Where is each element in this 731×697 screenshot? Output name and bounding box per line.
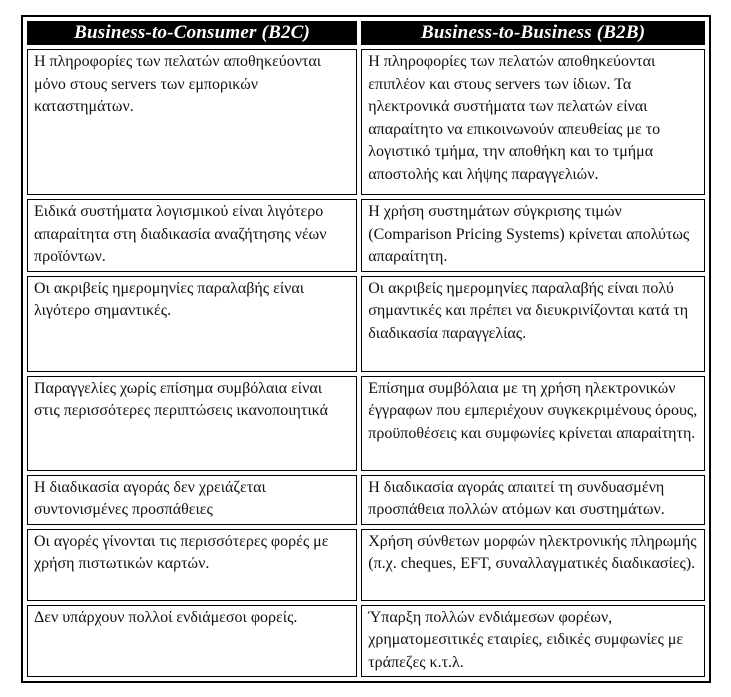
table-row: [27, 529, 705, 601]
table-row: [27, 49, 705, 195]
table-row: [27, 276, 705, 372]
cell-b2c: Οι αγορές γίνονται τις περισσότερες φορές με χρήση πιστωτικών καρτών.: [27, 529, 357, 601]
table-row: [27, 199, 705, 272]
cell-b2b: Επίσημα συμβόλαια με τη χρήση ηλεκτρονικών έγγραφων που εμπεριέχουν συγκεκριμένους όρους, προϋποθέσεις και συμφωνίες κρίνεται απαραίτητη.: [361, 376, 705, 471]
table-header-row: [27, 21, 705, 45]
cell-b2b: Η διαδικασία αγοράς απαιτεί τη συνδυασμένη προσπάθεια πολλών ατόμων και συστημάτων.: [361, 475, 705, 525]
header-b2b: Business-to-Business (B2B): [361, 21, 705, 45]
table-row: [27, 376, 705, 471]
cell-b2c: Οι ακριβείς ημερομηνίες παραλαβής είναι λιγότερο σημαντικές.: [27, 276, 357, 372]
cell-b2c: Η πληροφορίες των πελατών αποθηκεύονται μόνο στους servers των εμπορικών καταστημάτων.: [27, 49, 357, 195]
comparison-table-frame: [21, 15, 711, 683]
cell-b2c: Ειδικά συστήματα λογισμικού είναι λιγότερο απαραίτητα στη διαδικασία αναζήτησης νέων προϊόντων.: [27, 199, 357, 272]
cell-b2c: Η διαδικασία αγοράς δεν χρειάζεται συντονισμένες προσπάθειες: [27, 475, 357, 525]
cell-b2b: Οι ακριβείς ημερομηνίες παραλαβής είναι πολύ σημαντικές και πρέπει να διευκρινίζονται κατά τη διαδικασία παραγγελίας.: [361, 276, 705, 372]
table-row: [27, 475, 705, 525]
header-b2c: Business-to-Consumer (B2C): [27, 21, 357, 45]
cell-b2b: Η πληροφορίες των πελατών αποθηκεύονται επιπλέον και στους servers των ίδιων. Τα ηλεκτρονικά συστήματα των πελατών είναι απαραίτητο να επικοινωνούν απευθείας με το λογιστικό τμήμα, την αποθήκη και το τμήμα αποστολής και λήψης παραγγελιών.: [361, 49, 705, 195]
cell-b2c: Παραγγελίες χωρίς επίσημα συμβόλαια είναι στις περισσότερες περιπτώσεις ικανοποιητικά: [27, 376, 357, 471]
cell-b2c: Δεν υπάρχουν πολλοί ενδιάμεσοι φορείς.: [27, 605, 357, 678]
b2c-b2b-comparison-table: [23, 17, 709, 681]
table-row: [27, 605, 705, 678]
cell-b2b: Χρήση σύνθετων μορφών ηλεκτρονικής πληρωμής (π.χ. cheques, EFT, συναλλαγματικές διαδικασίες).: [361, 529, 705, 601]
cell-b2b: Ύπαρξη πολλών ενδιάμεσων φορέων, χρηματομεσιτικές εταιρίες, ειδικές συμφωνίες με τράπεζες κ.τ.λ.: [361, 605, 705, 678]
cell-b2b: Η χρήση συστημάτων σύγκρισης τιμών (Comparison Pricing Systems) κρίνεται απολύτως απαραίτητη.: [361, 199, 705, 272]
